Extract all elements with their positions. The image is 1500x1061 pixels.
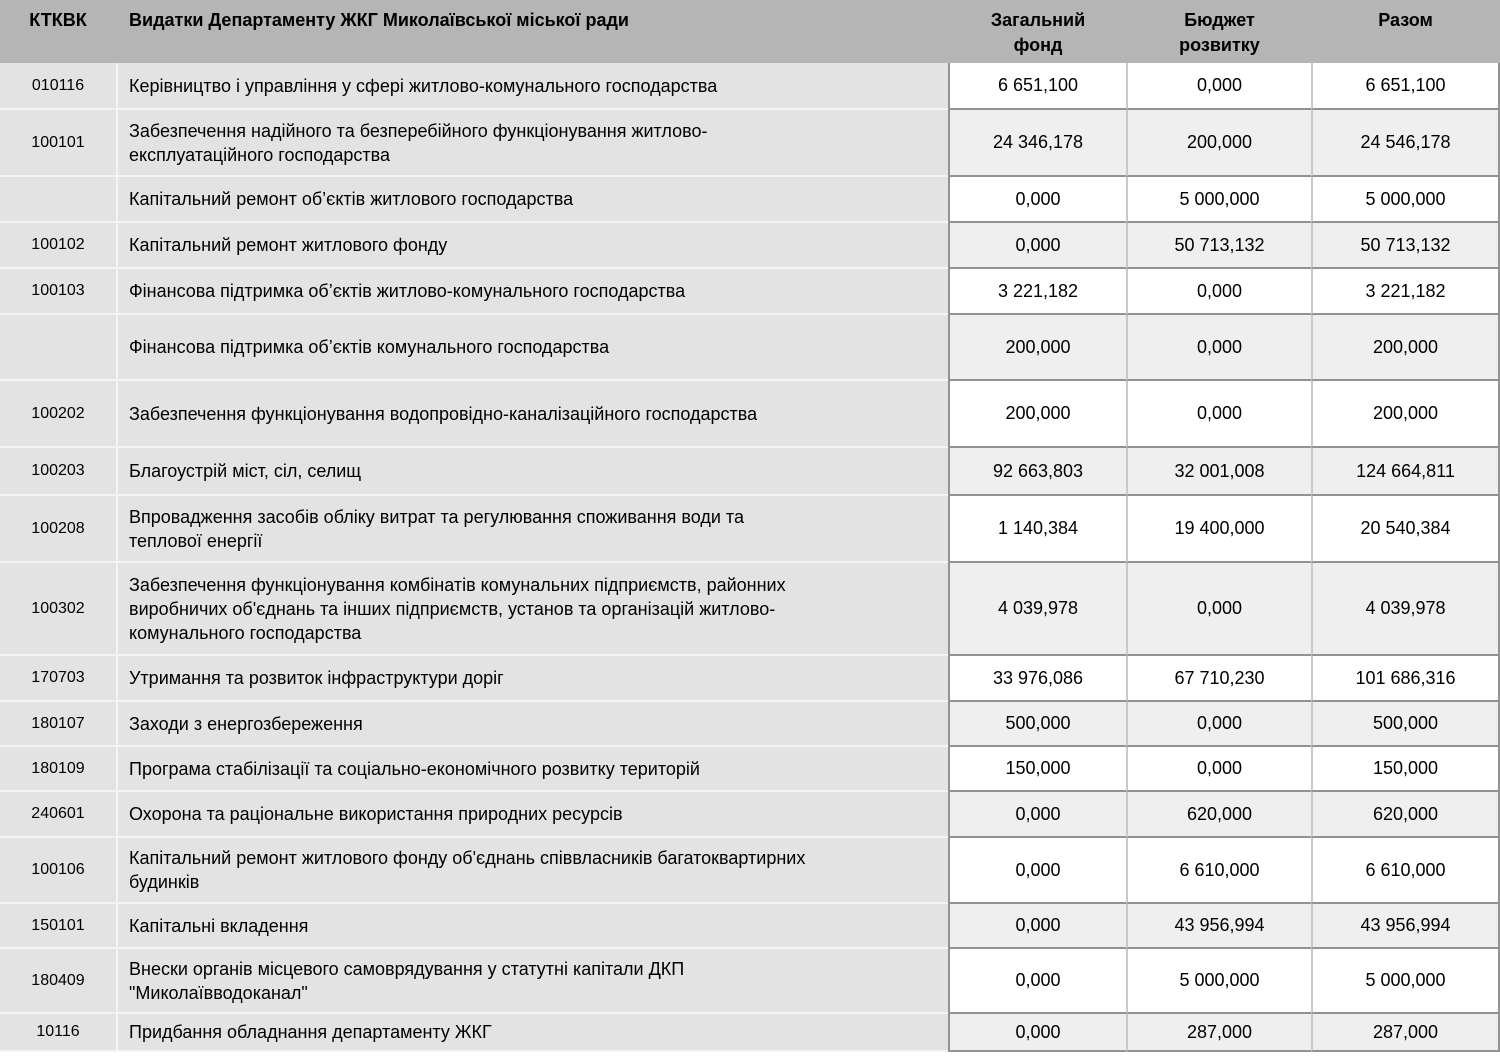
row-general-fund: 3 221,182 [948,269,1126,315]
row-development-budget: 0,000 [1126,381,1311,448]
row-development-budget: 67 710,230 [1126,656,1311,702]
row-development-budget: 0,000 [1126,747,1311,792]
row-code [0,177,118,223]
row-development-budget: 5 000,000 [1126,177,1311,223]
row-name: Благоустрій міст, сіл, селищ [118,448,948,496]
row-name: Капітальний ремонт об’єктів житлового господарства [118,177,948,223]
row-total: 620,000 [1311,792,1500,838]
table-body [0,63,1500,1052]
row-general-fund: 0,000 [948,949,1126,1014]
row-name: Капітальний ремонт житлового фонду об'єднань співвласників багатоквартирних будинків [118,838,948,904]
row-general-fund: 92 663,803 [948,448,1126,496]
row-development-budget: 287,000 [1126,1014,1311,1052]
row-total: 50 713,132 [1311,223,1500,269]
row-name: Охорона та раціональне використання природних ресурсів [118,792,948,838]
row-development-budget: 0,000 [1126,63,1311,110]
table-row [0,1014,1500,1052]
table-row [0,792,1500,838]
row-total: 150,000 [1311,747,1500,792]
row-name: Фінансова підтримка об’єктів житлово-комунального господарства [118,269,948,315]
table-row [0,315,1500,381]
row-general-fund: 500,000 [948,702,1126,747]
row-total: 5 000,000 [1311,177,1500,223]
row-development-budget: 5 000,000 [1126,949,1311,1014]
row-general-fund: 24 346,178 [948,110,1126,177]
row-general-fund: 0,000 [948,1014,1126,1052]
row-total: 5 000,000 [1311,949,1500,1014]
row-general-fund: 6 651,100 [948,63,1126,110]
row-code: 10116 [0,1014,118,1052]
table-row [0,838,1500,904]
row-total: 3 221,182 [1311,269,1500,315]
row-code: 180109 [0,747,118,792]
row-code: 100102 [0,223,118,269]
table-row [0,747,1500,792]
row-general-fund: 0,000 [948,904,1126,949]
row-name: Керівництво і управління у сфері житлово-комунального господарства [118,63,948,110]
row-code: 180107 [0,702,118,747]
row-total: 6 610,000 [1311,838,1500,904]
row-development-budget: 32 001,008 [1126,448,1311,496]
table-row [0,496,1500,563]
table-row [0,656,1500,702]
table-row [0,563,1500,656]
table-row [0,269,1500,315]
row-name: Фінансова підтримка об’єктів комунального господарства [118,315,948,381]
row-general-fund: 33 976,086 [948,656,1126,702]
row-general-fund: 1 140,384 [948,496,1126,563]
row-code: 170703 [0,656,118,702]
table-row [0,110,1500,177]
row-general-fund: 150,000 [948,747,1126,792]
row-name: Заходи з енергозбереження [118,702,948,747]
row-general-fund: 200,000 [948,381,1126,448]
row-name: Забезпечення функціонування комбінатів комунальних підприємств, районних виробничих об'єднань та інших підприємств, установ та організацій житлово-комунального господарства [118,563,948,656]
row-code: 100302 [0,563,118,656]
row-development-budget: 50 713,132 [1126,223,1311,269]
row-development-budget: 6 610,000 [1126,838,1311,904]
row-general-fund: 4 039,978 [948,563,1126,656]
row-code: 010116 [0,63,118,110]
row-code: 100203 [0,448,118,496]
row-code: 100103 [0,269,118,315]
row-total: 6 651,100 [1311,63,1500,110]
row-development-budget: 0,000 [1126,702,1311,747]
table-row [0,949,1500,1014]
table-row [0,177,1500,223]
row-code: 180409 [0,949,118,1014]
row-name: Внески органів місцевого самоврядування у статутні капітали ДКП "Миколаївводоканал" [118,949,948,1014]
row-total: 24 546,178 [1311,110,1500,177]
header-expenditures: Видатки Департаменту ЖКГ Миколаївської міської ради [118,0,948,63]
row-total: 43 956,994 [1311,904,1500,949]
row-development-budget: 19 400,000 [1126,496,1311,563]
header-total: Разом [1311,0,1500,63]
table-row [0,381,1500,448]
row-name: Забезпечення функціонування водопровідно-каналізаційного господарства [118,381,948,448]
table-row [0,904,1500,949]
row-name: Впровадження засобів обліку витрат та регулювання споживання води та теплової енергії [118,496,948,563]
row-general-fund: 0,000 [948,838,1126,904]
table-row [0,63,1500,110]
row-total: 124 664,811 [1311,448,1500,496]
header-general-fund: Загальний фонд [948,0,1126,63]
row-name: Програма стабілізації та соціально-економічного розвитку територій [118,747,948,792]
row-total: 200,000 [1311,381,1500,448]
table-row [0,448,1500,496]
row-development-budget: 620,000 [1126,792,1311,838]
row-total: 287,000 [1311,1014,1500,1052]
row-total: 20 540,384 [1311,496,1500,563]
row-total: 200,000 [1311,315,1500,381]
row-code [0,315,118,381]
row-code: 150101 [0,904,118,949]
row-name: Утримання та розвиток інфраструктури доріг [118,656,948,702]
row-code: 100202 [0,381,118,448]
table-row [0,702,1500,747]
row-code: 100101 [0,110,118,177]
header-development-budget: Бюджет розвитку [1126,0,1311,63]
row-general-fund: 0,000 [948,223,1126,269]
row-name: Капітальний ремонт житлового фонду [118,223,948,269]
row-code: 100106 [0,838,118,904]
row-total: 500,000 [1311,702,1500,747]
row-code: 240601 [0,792,118,838]
table-row [0,223,1500,269]
row-name: Капітальні вкладення [118,904,948,949]
row-development-budget: 200,000 [1126,110,1311,177]
row-general-fund: 0,000 [948,177,1126,223]
row-development-budget: 0,000 [1126,563,1311,656]
row-name: Забезпечення надійного та безперебійного функціонування житлово-експлуатаційного господарства [118,110,948,177]
header-code: КТКВК [0,0,118,63]
row-development-budget: 0,000 [1126,315,1311,381]
row-name: Придбання обладнання департаменту ЖКГ [118,1014,948,1052]
table-header-row [0,0,1500,63]
row-development-budget: 43 956,994 [1126,904,1311,949]
row-total: 101 686,316 [1311,656,1500,702]
row-total: 4 039,978 [1311,563,1500,656]
row-general-fund: 0,000 [948,792,1126,838]
row-development-budget: 0,000 [1126,269,1311,315]
row-general-fund: 200,000 [948,315,1126,381]
row-code: 100208 [0,496,118,563]
